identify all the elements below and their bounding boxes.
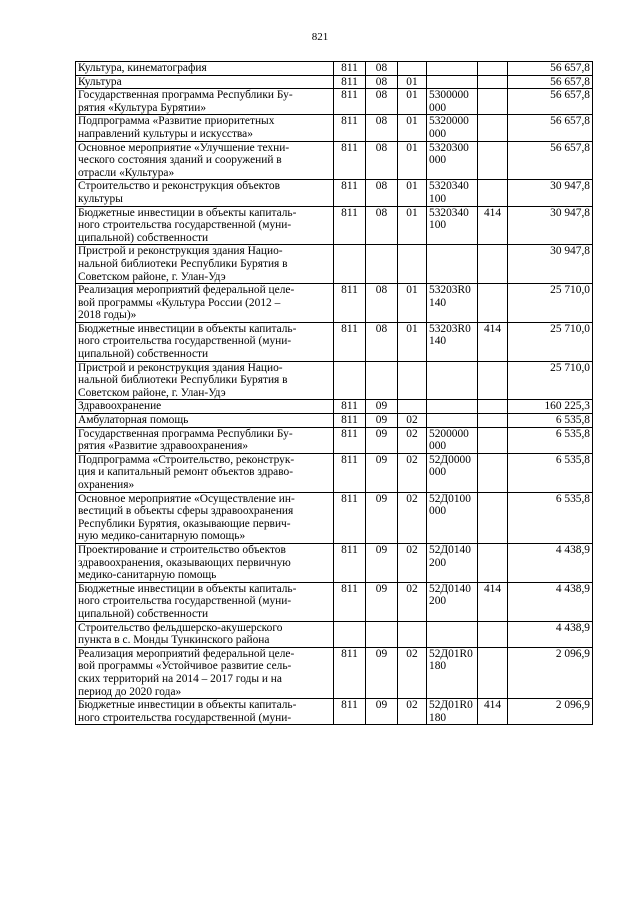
row-amount: 6 535,8 [508, 427, 593, 453]
row-name: Государственная программа Республики Бу- рятия «Развитие здравоохранения» [76, 427, 334, 453]
row-amount: 56 657,8 [508, 75, 593, 89]
row-section-code: 09 [366, 699, 398, 725]
row-section-code [366, 361, 398, 400]
row-admin-code: 811 [334, 414, 366, 428]
row-target-article: 52Д0100 000 [427, 492, 478, 543]
row-admin-code: 811 [334, 582, 366, 621]
row-expense-type [478, 89, 508, 115]
row-expense-type [478, 141, 508, 180]
table-row [76, 699, 593, 725]
row-expense-type [478, 62, 508, 76]
budget-table-body [76, 62, 593, 725]
row-target-article [427, 621, 478, 647]
row-section-code: 08 [366, 89, 398, 115]
row-admin-code: 811 [334, 180, 366, 206]
row-name: Бюджетные инвестиции в объекты капиталь- ного строительства государственной (муни- ципальной) собственности [76, 322, 334, 361]
row-amount: 4 438,9 [508, 582, 593, 621]
row-subsection-code: 01 [398, 75, 427, 89]
row-expense-type [478, 427, 508, 453]
table-row [76, 400, 593, 414]
row-target-article: 5300000 000 [427, 89, 478, 115]
row-name: Государственная программа Республики Бу- рятия «Культура Бурятии» [76, 89, 334, 115]
row-expense-type: 414 [478, 206, 508, 245]
row-section-code: 09 [366, 414, 398, 428]
row-name: Бюджетные инвестиции в объекты капиталь- ного строительства государственной (муни- ципальной) собственности [76, 582, 334, 621]
row-target-article: 53203R0 140 [427, 322, 478, 361]
row-target-article: 5320340 100 [427, 180, 478, 206]
row-expense-type [478, 492, 508, 543]
row-section-code: 09 [366, 400, 398, 414]
row-target-article: 52Д01R0 180 [427, 647, 478, 698]
row-amount: 56 657,8 [508, 141, 593, 180]
table-row [76, 141, 593, 180]
table-row [76, 89, 593, 115]
row-name: Строительство и реконструкция объектов культуры [76, 180, 334, 206]
row-admin-code [334, 245, 366, 284]
row-target-article [427, 414, 478, 428]
row-target-article: 5200000 000 [427, 427, 478, 453]
row-amount: 6 535,8 [508, 453, 593, 492]
table-row [76, 284, 593, 323]
row-name: Реализация мероприятий федеральной целе- вой программы «Устойчивое развитие сель- ских территорий на 2014 – 2017 годы и на период до 2020 года» [76, 647, 334, 698]
row-admin-code: 811 [334, 647, 366, 698]
page-number: 821 [311, 31, 329, 43]
row-amount: 56 657,8 [508, 115, 593, 141]
row-name: Бюджетные инвестиции в объекты капиталь- ного строительства государственной (муни- ципальной) собственности [76, 206, 334, 245]
row-expense-type [478, 414, 508, 428]
row-admin-code: 811 [334, 206, 366, 245]
row-subsection-code: 02 [398, 453, 427, 492]
row-expense-type [478, 543, 508, 582]
row-admin-code: 811 [334, 699, 366, 725]
table-row [76, 414, 593, 428]
row-target-article [427, 361, 478, 400]
row-subsection-code: 02 [398, 647, 427, 698]
row-expense-type: 414 [478, 322, 508, 361]
row-subsection-code: 02 [398, 414, 427, 428]
row-section-code: 08 [366, 322, 398, 361]
row-subsection-code: 02 [398, 582, 427, 621]
table-row [76, 543, 593, 582]
row-section-code: 09 [366, 492, 398, 543]
row-name: Амбулаторная помощь [76, 414, 334, 428]
table-row [76, 492, 593, 543]
row-target-article: 5320000 000 [427, 115, 478, 141]
row-amount: 4 438,9 [508, 621, 593, 647]
row-admin-code [334, 361, 366, 400]
row-expense-type [478, 284, 508, 323]
row-amount: 160 225,3 [508, 400, 593, 414]
row-target-article [427, 400, 478, 414]
row-amount: 25 710,0 [508, 322, 593, 361]
row-subsection-code [398, 245, 427, 284]
row-section-code: 09 [366, 427, 398, 453]
row-expense-type [478, 453, 508, 492]
row-subsection-code: 02 [398, 492, 427, 543]
table-row [76, 62, 593, 76]
row-amount: 56 657,8 [508, 89, 593, 115]
row-section-code: 08 [366, 284, 398, 323]
row-section-code: 09 [366, 582, 398, 621]
row-name: Проектирование и строительство объектов здравоохранения, оказывающих первичную медико-санитарную помощь [76, 543, 334, 582]
row-subsection-code [398, 400, 427, 414]
row-subsection-code: 01 [398, 89, 427, 115]
row-section-code: 08 [366, 115, 398, 141]
row-subsection-code: 01 [398, 322, 427, 361]
row-amount: 25 710,0 [508, 284, 593, 323]
table-row [76, 621, 593, 647]
row-admin-code: 811 [334, 400, 366, 414]
table-row [76, 361, 593, 400]
table-row [76, 647, 593, 698]
row-subsection-code [398, 621, 427, 647]
row-amount: 4 438,9 [508, 543, 593, 582]
row-name: Основное мероприятие «Улучшение техни- ческого состояния зданий и сооружений в отрасли «Культура» [76, 141, 334, 180]
row-amount: 56 657,8 [508, 62, 593, 76]
table-row [76, 427, 593, 453]
row-expense-type [478, 400, 508, 414]
row-admin-code [334, 621, 366, 647]
row-name: Подпрограмма «Развитие приоритетных направлений культуры и искусства» [76, 115, 334, 141]
row-admin-code: 811 [334, 141, 366, 180]
row-expense-type: 414 [478, 582, 508, 621]
row-section-code: 09 [366, 647, 398, 698]
row-subsection-code [398, 62, 427, 76]
row-subsection-code: 02 [398, 543, 427, 582]
row-admin-code: 811 [334, 284, 366, 323]
row-target-article: 52Д01R0 180 [427, 699, 478, 725]
row-target-article [427, 62, 478, 76]
row-section-code: 08 [366, 206, 398, 245]
row-target-article: 53203R0 140 [427, 284, 478, 323]
row-admin-code: 811 [334, 453, 366, 492]
row-subsection-code: 01 [398, 180, 427, 206]
row-target-article: 52Д0140 200 [427, 582, 478, 621]
table-row [76, 582, 593, 621]
row-amount: 6 535,8 [508, 492, 593, 543]
table-row [76, 322, 593, 361]
row-admin-code: 811 [334, 492, 366, 543]
row-expense-type [478, 180, 508, 206]
row-expense-type [478, 647, 508, 698]
row-target-article [427, 75, 478, 89]
row-section-code [366, 621, 398, 647]
table-row [76, 75, 593, 89]
row-section-code: 09 [366, 453, 398, 492]
row-amount: 2 096,9 [508, 699, 593, 725]
row-expense-type [478, 115, 508, 141]
row-amount: 30 947,8 [508, 245, 593, 284]
row-amount: 2 096,9 [508, 647, 593, 698]
row-admin-code: 811 [334, 75, 366, 89]
row-section-code: 08 [366, 180, 398, 206]
table-row [76, 206, 593, 245]
row-expense-type [478, 75, 508, 89]
row-expense-type: 414 [478, 699, 508, 725]
row-expense-type [478, 361, 508, 400]
row-amount: 30 947,8 [508, 180, 593, 206]
row-name: Пристрой и реконструкция здания Нацио- нальной библиотеки Республики Бурятия в Советском районе, г. Улан-Удэ [76, 361, 334, 400]
row-expense-type [478, 245, 508, 284]
row-name: Пристрой и реконструкция здания Нацио- нальной библиотеки Республики Бурятия в Советском районе, г. Улан-Удэ [76, 245, 334, 284]
row-section-code: 08 [366, 141, 398, 180]
row-name: Бюджетные инвестиции в объекты капиталь- ного строительства государственной (муни- [76, 699, 334, 725]
budget-table [75, 61, 593, 725]
table-row [76, 245, 593, 284]
row-target-article: 52Д0140 200 [427, 543, 478, 582]
row-subsection-code [398, 361, 427, 400]
row-section-code: 08 [366, 62, 398, 76]
row-amount: 30 947,8 [508, 206, 593, 245]
row-target-article [427, 245, 478, 284]
row-name: Строительство фельдшерско-акушерского пункта в с. Монды Тункинского района [76, 621, 334, 647]
row-amount: 25 710,0 [508, 361, 593, 400]
row-target-article: 52Д0000 000 [427, 453, 478, 492]
row-subsection-code: 01 [398, 115, 427, 141]
row-section-code [366, 245, 398, 284]
table-row [76, 453, 593, 492]
row-name: Культура [76, 75, 334, 89]
row-amount: 6 535,8 [508, 414, 593, 428]
row-subsection-code: 02 [398, 427, 427, 453]
row-admin-code: 811 [334, 115, 366, 141]
row-subsection-code: 01 [398, 141, 427, 180]
row-target-article: 5320300 000 [427, 141, 478, 180]
row-subsection-code: 01 [398, 284, 427, 323]
table-row [76, 180, 593, 206]
row-name: Реализация мероприятий федеральной целе- вой программы «Культура России (2012 – 2018 годы)» [76, 284, 334, 323]
row-name: Основное мероприятие «Осуществление ин- вестиций в объекты сферы здравоохранения Республики Бурятия, оказывающие первич- ную медико-санитарную помощь» [76, 492, 334, 543]
row-subsection-code: 01 [398, 206, 427, 245]
row-name: Подпрограмма «Строительство, реконструк- ция и капитальный ремонт объектов здраво- охранения» [76, 453, 334, 492]
row-admin-code: 811 [334, 89, 366, 115]
row-section-code: 09 [366, 543, 398, 582]
row-subsection-code: 02 [398, 699, 427, 725]
row-name: Здравоохранение [76, 400, 334, 414]
row-admin-code: 811 [334, 427, 366, 453]
row-admin-code: 811 [334, 322, 366, 361]
row-target-article: 5320340 100 [427, 206, 478, 245]
row-section-code: 08 [366, 75, 398, 89]
row-name: Культура, кинематография [76, 62, 334, 76]
row-expense-type [478, 621, 508, 647]
table-row [76, 115, 593, 141]
row-admin-code: 811 [334, 543, 366, 582]
row-admin-code: 811 [334, 62, 366, 76]
